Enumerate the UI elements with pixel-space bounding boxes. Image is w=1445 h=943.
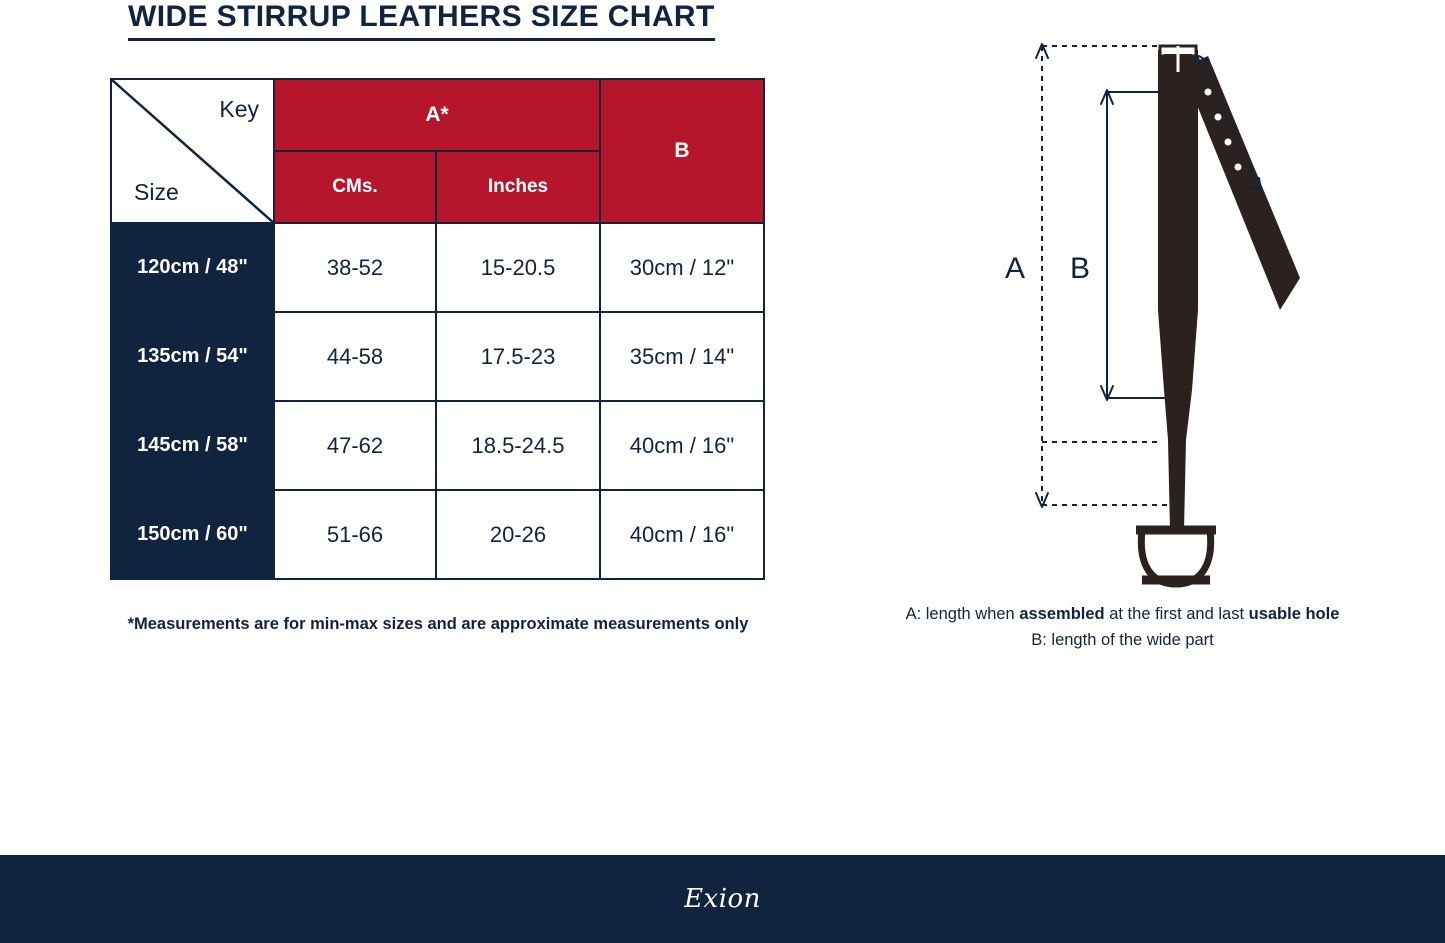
row-b: 40cm / 16" [600,401,764,490]
header-sub-inches: Inches [436,151,600,223]
table-row [111,401,764,490]
header-group-b: B [600,79,764,223]
table-row [111,223,764,312]
legend-a-bold2: usable hole [1248,605,1340,623]
size-chart-table [110,78,765,580]
key-label: Key [219,96,259,122]
row-inches: 20-26 [436,490,600,579]
legend-a-bold1: assembled [1019,605,1105,623]
header-group-a: A* [274,79,600,151]
legend-a-pre: A: length when [905,605,1020,623]
legend-line-a [820,602,1425,628]
label-a: A [1005,252,1026,285]
row-cms: 38-52 [274,223,436,312]
measurements-footnote: *Measurements are for min-max sizes and are approximate measurements only [127,615,749,633]
footer-bar [0,855,1445,943]
diagram-legend [820,602,1425,653]
size-label: Size [134,179,179,205]
leather-body-icon [1158,46,1198,530]
row-b: 30cm / 12" [600,223,764,312]
row-b: 40cm / 16" [600,490,764,579]
strap-icon [1182,56,1300,310]
row-b: 35cm / 14" [600,312,764,401]
table-header-row-1 [111,79,764,151]
row-size: 150cm / 60" [111,490,274,579]
key-size-diagonal-cell [111,79,274,223]
row-inches: 15-20.5 [436,223,600,312]
table-row [111,490,764,579]
legend-a-mid: at the first and last [1104,605,1249,623]
table-row [111,312,764,401]
row-cms: 47-62 [274,401,436,490]
right-column [800,0,1445,860]
row-size: 145cm / 58" [111,401,274,490]
row-size: 135cm / 54" [111,312,274,401]
label-b: B [1070,252,1091,285]
row-cms: 44-58 [274,312,436,401]
row-cms: 51-66 [274,490,436,579]
page-title: WIDE STIRRUP LEATHERS SIZE CHART [128,0,715,41]
stirrup-iron-icon [1136,530,1216,584]
stirrup-leather-diagram [830,10,1415,600]
row-inches: 18.5-24.5 [436,401,600,490]
stirrup-diagram-svg [830,10,1415,600]
legend-line-b: B: length of the wide part [1031,630,1214,649]
row-inches: 17.5-23 [436,312,600,401]
brand-logo: Exion [684,884,761,914]
row-size: 120cm / 48" [111,223,274,312]
header-sub-cms: CMs. [274,151,436,223]
